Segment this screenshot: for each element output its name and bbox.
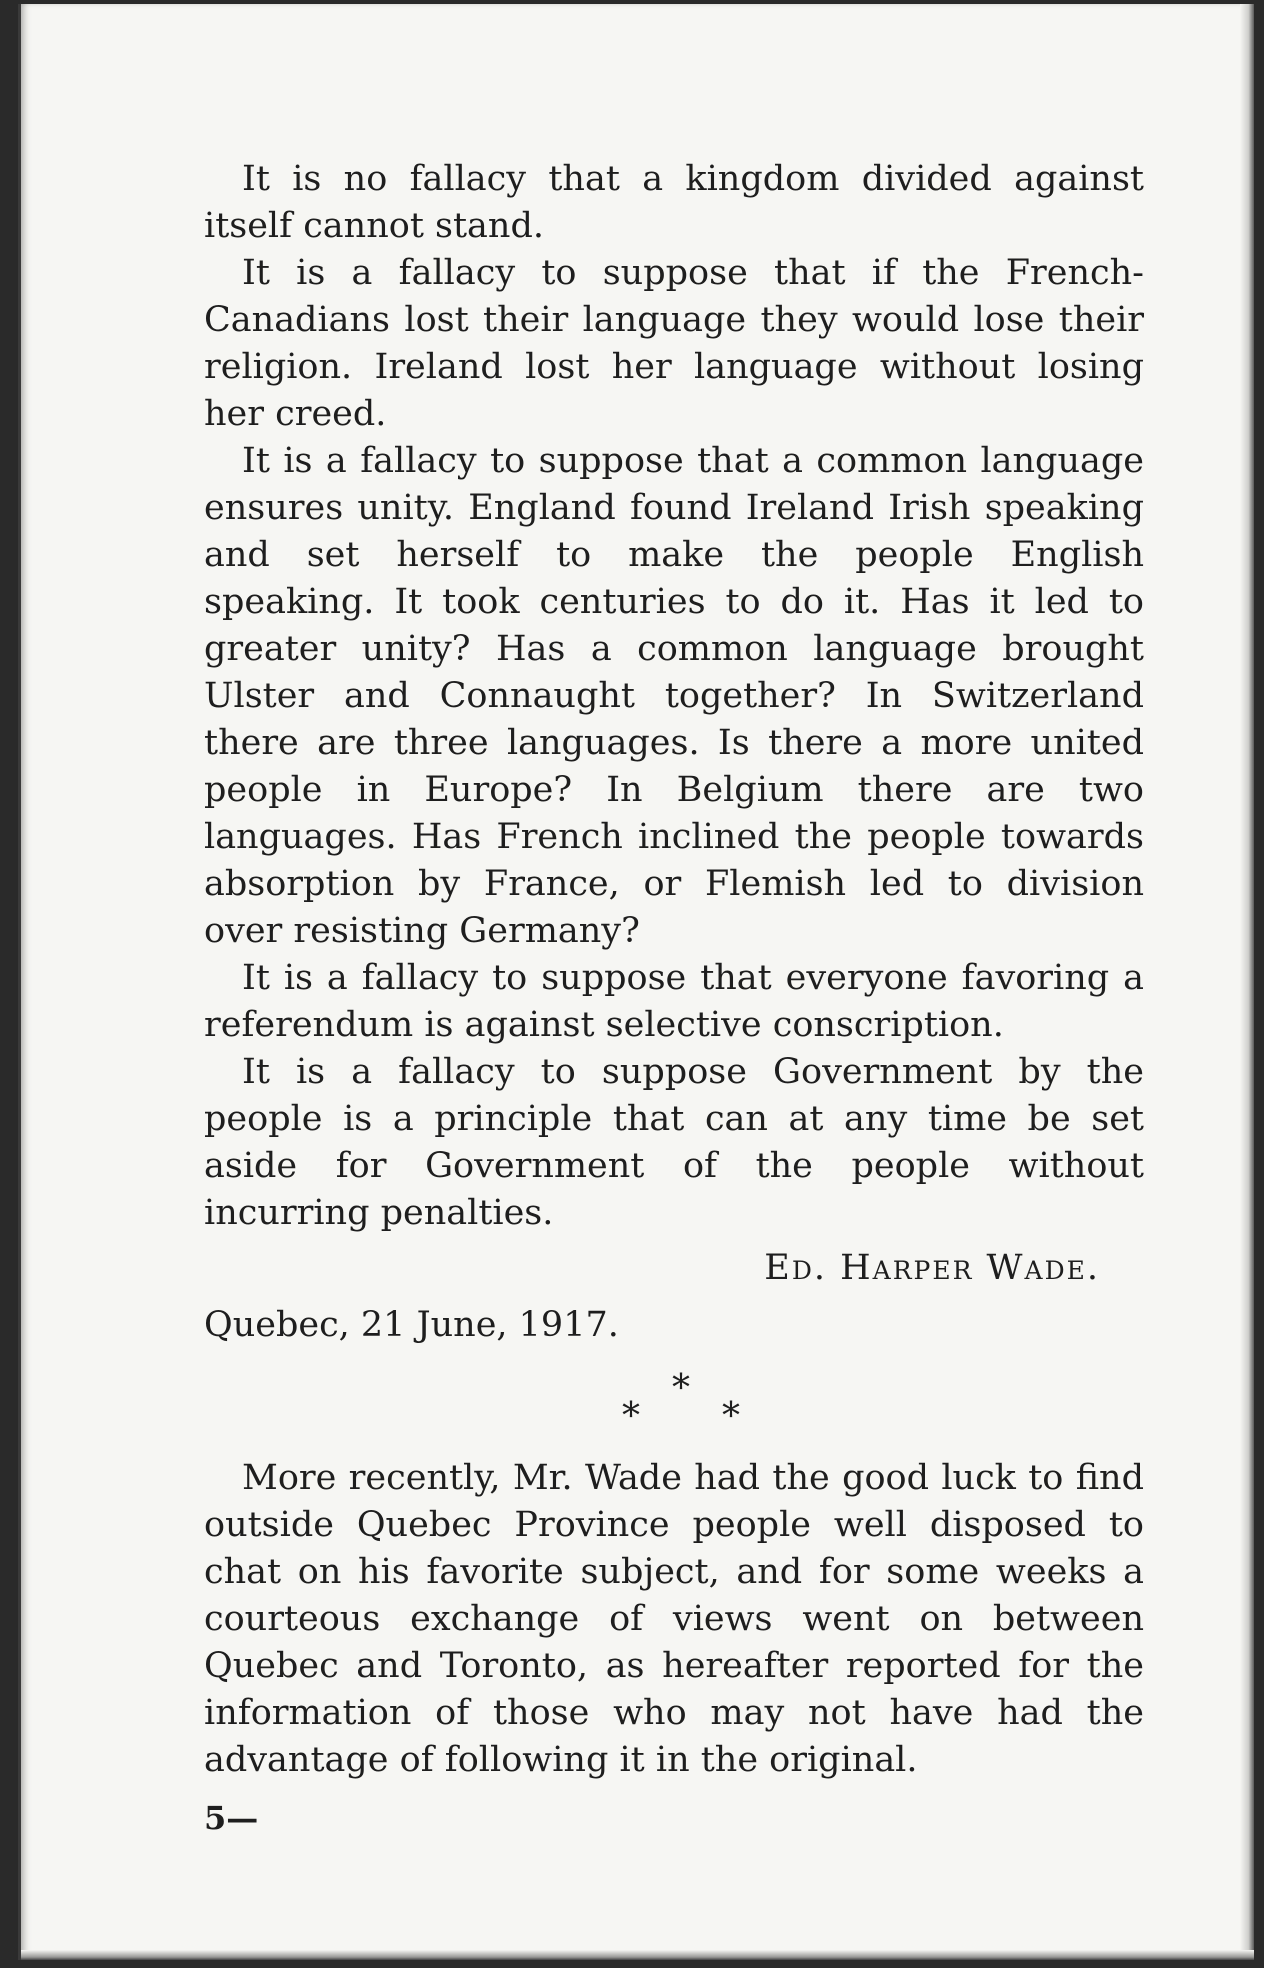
- paragraph-language-religion: It is a fallacy to suppose that if the French-Canadians lost their language they would lose their religion. Ireland lost her language without losing her creed.: [204, 253, 1144, 434]
- body-text: [204, 156, 1144, 1838]
- book-page: [18, 4, 1254, 1960]
- asterisk-icon: *: [722, 1396, 740, 1437]
- paragraph-common-language: It is a fallacy to suppose that a common language ensures unity. England found Ireland Irish speaking and set herself to make the people English speaking. It took centuries to do it. Has it led to greater unity? Has a common language brought Ulster and Connaught together? In Switzerland there are three languages. Is there a more united people in Europe? In Belgium there are two languages. Has French inclined the people towards absorption by France, or Flemish led to division over resisting Germany?: [204, 441, 1144, 951]
- paragraph-government-by-people: It is a fallacy to suppose Government by the people is a principle that can at any time be set aside for Government of the people without incurring penalties.: [204, 1052, 1144, 1233]
- dateline: Quebec, 21 June, 1917.: [204, 1305, 619, 1345]
- asterisk-icon: *: [622, 1396, 640, 1437]
- page-edge-bottom: [21, 1950, 1254, 1960]
- asterisk-icon: *: [672, 1368, 690, 1409]
- page-edge-right: [1240, 4, 1254, 1960]
- asterism-divider: [204, 1349, 1144, 1455]
- author-signature: Ed. Harper Wade.: [764, 1248, 1100, 1288]
- paragraph-kingdom-divided: It is no fallacy that a kingdom divided against itself cannot stand.: [204, 159, 1144, 246]
- paragraph-referendum: It is a fallacy to suppose that everyone favoring a referendum is against selective conscription.: [204, 958, 1144, 1045]
- paragraph-more-recently: More recently, Mr. Wade had the good luck to find outside Quebec Province people well disposed to chat on his favorite subject, and for some weeks a courteous exchange of views went on between Quebec and Toronto, as hereafter reported for the information of those who may not have had the advantage of following it in the original.: [204, 1458, 1144, 1780]
- page-number: 5—: [204, 1799, 259, 1837]
